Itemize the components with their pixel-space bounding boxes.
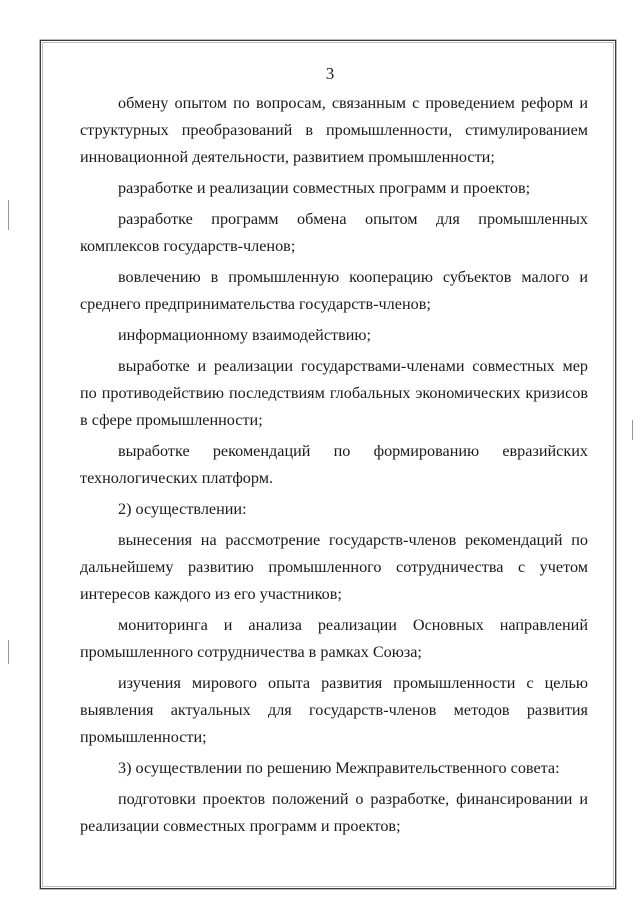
scan-edge-mark [8, 200, 9, 230]
paragraph: изучения мирового опыта развития промышленности с целью выявления актуальных для государств-членов методов развития промышленности; [80, 674, 588, 746]
paragraph: информационному взаимодействию; [118, 326, 371, 344]
paragraph: вовлечению в промышленную кооперацию субъектов малого и среднего предпринимательства государств-членов; [80, 268, 588, 313]
paragraph: выработке рекомендаций по формированию евразийских технологических платформ. [80, 442, 588, 487]
paragraph: выработке и реализации государствами-членами совместных мер по противодействию последствиям глобальных экономических кризисов в сфере промышленности; [80, 357, 588, 429]
document-body [80, 90, 588, 844]
scan-edge-mark [8, 640, 9, 664]
paragraph: разработке и реализации совместных программ и проектов; [118, 179, 531, 197]
paragraph: вынесения на рассмотрение государств-членов рекомендаций по дальнейшему развитию промышленного сотрудничества с учетом интересов каждого из его участников; [80, 531, 588, 603]
section-heading: 2) осуществлении: [118, 500, 247, 518]
paragraph: подготовки проектов положений о разработке, финансировании и реализации совместных программ и проектов; [80, 790, 588, 835]
paragraph: разработке программ обмена опытом для промышленных комплексов государств-членов; [80, 210, 588, 255]
paragraph: обмену опытом по вопросам, связанным с проведением реформ и структурных преобразований в промышленности, стимулированием инновационной деятельности, развитием промышленности; [80, 94, 588, 166]
scan-edge-mark [632, 420, 633, 440]
page-number: 3 [325, 64, 335, 83]
section-heading: 3) осуществлении по решению Межправительственного совета: [118, 759, 560, 777]
paragraph: мониторинга и анализа реализации Основных направлений промышленного сотрудничества в рамках Союза; [80, 616, 588, 661]
